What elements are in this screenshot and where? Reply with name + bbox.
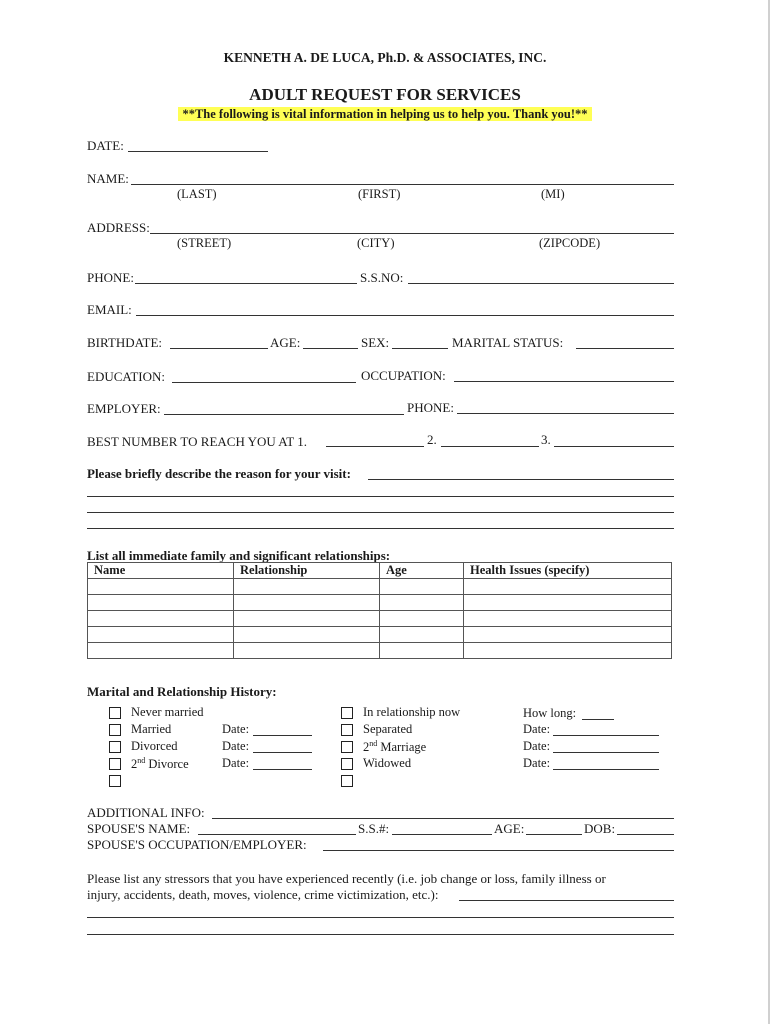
form-title: ADULT REQUEST FOR SERVICES xyxy=(249,85,521,104)
col-name: Name xyxy=(88,563,234,579)
best-number-2-field[interactable] xyxy=(441,446,539,447)
how-long-label: How long: xyxy=(523,706,577,720)
address-field[interactable] xyxy=(150,233,674,234)
married-date-label: Date: xyxy=(222,722,250,736)
second-divorce-checkbox[interactable] xyxy=(109,758,121,770)
date-label: DATE: xyxy=(87,138,124,153)
additional-info-label: ADDITIONAL INFO: xyxy=(87,805,205,820)
stressors-line-2[interactable] xyxy=(87,917,674,918)
reason-line-1[interactable] xyxy=(368,479,674,480)
stressors-text-line-2: injury, accidents, death, moves, violence, crime victimization, etc.): xyxy=(87,887,439,902)
other-left-checkbox[interactable] xyxy=(109,775,121,787)
phone-label: PHONE: xyxy=(87,270,134,285)
marital-heading: Marital and Relationship History: xyxy=(87,684,277,699)
age-label: AGE: xyxy=(270,335,301,350)
best-number-3-label: 3. xyxy=(541,432,551,447)
separated-date-field[interactable] xyxy=(553,735,659,736)
spouse-ss-label: S.S.#: xyxy=(358,821,390,836)
occupation-label: OCCUPATION: xyxy=(361,368,446,383)
name-field[interactable] xyxy=(131,184,674,185)
name-label: NAME: xyxy=(87,171,129,186)
marital-status-label: MARITAL STATUS: xyxy=(452,335,564,350)
never-married-label: Never married xyxy=(131,705,204,719)
in-relationship-checkbox[interactable] xyxy=(341,707,353,719)
second-marriage-date-label: Date: xyxy=(523,739,551,753)
table-row[interactable] xyxy=(88,611,672,627)
email-label: EMAIL: xyxy=(87,302,132,317)
reason-label: Please briefly describe the reason for your visit: xyxy=(87,466,351,481)
company-name: KENNETH A. DE LUCA, Ph.D. & ASSOCIATES, INC. xyxy=(223,50,547,65)
phone-field[interactable] xyxy=(135,283,357,284)
other-right-checkbox[interactable] xyxy=(341,775,353,787)
second-divorce-label: 2nd Divorce xyxy=(131,756,189,772)
spouse-name-label: SPOUSE'S NAME: xyxy=(87,821,191,836)
marital-status-field[interactable] xyxy=(576,348,674,349)
occupation-field[interactable] xyxy=(454,381,674,382)
married-checkbox[interactable] xyxy=(109,724,121,736)
addr-city-caption: (CITY) xyxy=(357,236,395,250)
name-mi-caption: (MI) xyxy=(541,187,565,201)
best-number-1-field[interactable] xyxy=(326,446,424,447)
best-number-2-label: 2. xyxy=(427,432,437,447)
never-married-checkbox[interactable] xyxy=(109,707,121,719)
spouse-name-field[interactable] xyxy=(198,834,356,835)
in-relationship-label: In relationship now xyxy=(363,705,461,719)
ssno-label: S.S.NO: xyxy=(360,270,404,285)
sex-label: SEX: xyxy=(361,335,390,350)
reason-line-3[interactable] xyxy=(87,512,674,513)
name-last-caption: (LAST) xyxy=(177,187,217,201)
spouse-dob-label: DOB: xyxy=(584,821,616,836)
stressors-text-line-1: Please list any stressors that you have experienced recently (i.e. job change or loss, family illness or xyxy=(87,871,606,886)
additional-info-field[interactable] xyxy=(212,818,674,819)
spouse-age-field[interactable] xyxy=(526,834,582,835)
divorced-label: Divorced xyxy=(131,739,178,753)
reason-line-2[interactable] xyxy=(87,496,674,497)
col-age: Age xyxy=(380,563,464,579)
col-health-issues: Health Issues (specify) xyxy=(464,563,672,579)
widowed-date-field[interactable] xyxy=(553,769,659,770)
second-divorce-date-label: Date: xyxy=(222,756,250,770)
spouse-dob-field[interactable] xyxy=(617,834,674,835)
divorced-date-field[interactable] xyxy=(253,752,312,753)
ssno-field[interactable] xyxy=(408,283,674,284)
table-row[interactable] xyxy=(88,627,672,643)
employer-field[interactable] xyxy=(164,414,404,415)
family-table xyxy=(87,562,672,659)
addr-zip-caption: (ZIPCODE) xyxy=(539,236,601,250)
best-number-3-field[interactable] xyxy=(554,446,674,447)
employer-phone-field[interactable] xyxy=(457,413,674,414)
col-relationship: Relationship xyxy=(234,563,380,579)
second-marriage-checkbox[interactable] xyxy=(341,741,353,753)
separated-label: Separated xyxy=(363,722,413,736)
spouse-ss-field[interactable] xyxy=(392,834,492,835)
date-field[interactable] xyxy=(128,151,268,152)
education-label: EDUCATION: xyxy=(87,369,165,384)
best-number-label: BEST NUMBER TO REACH YOU AT 1. xyxy=(87,434,307,449)
employer-phone-label: PHONE: xyxy=(407,400,454,415)
second-marriage-label: 2nd Marriage xyxy=(363,739,427,755)
reason-line-4[interactable] xyxy=(87,528,674,529)
divorced-date-label: Date: xyxy=(222,739,250,753)
widowed-label: Widowed xyxy=(363,756,412,770)
family-heading: List all immediate family and significant relationships: xyxy=(87,548,391,563)
how-long-field[interactable] xyxy=(582,719,614,720)
second-marriage-date-field[interactable] xyxy=(553,752,659,753)
stressors-line-1[interactable] xyxy=(459,900,674,901)
married-label: Married xyxy=(131,722,172,736)
separated-checkbox[interactable] xyxy=(341,724,353,736)
table-row[interactable] xyxy=(88,643,672,659)
widowed-date-label: Date: xyxy=(523,756,551,770)
addr-street-caption: (STREET) xyxy=(177,236,232,250)
separated-date-label: Date: xyxy=(523,722,551,736)
sex-field[interactable] xyxy=(392,348,448,349)
divorced-checkbox[interactable] xyxy=(109,741,121,753)
table-row[interactable] xyxy=(88,595,672,611)
stressors-line-3[interactable] xyxy=(87,934,674,935)
second-divorce-date-field[interactable] xyxy=(253,769,312,770)
married-date-field[interactable] xyxy=(253,735,312,736)
birthdate-label: BIRTHDATE: xyxy=(87,335,163,350)
employer-label: EMPLOYER: xyxy=(87,401,161,416)
spouse-age-label: AGE: xyxy=(494,821,525,836)
notice-banner xyxy=(0,106,770,122)
table-row[interactable] xyxy=(88,579,672,595)
widowed-checkbox[interactable] xyxy=(341,758,353,770)
name-first-caption: (FIRST) xyxy=(358,187,401,201)
notice-text: **The following is vital information in helping us to help you. Thank you!** xyxy=(178,107,591,121)
age-field[interactable] xyxy=(303,348,358,349)
spouse-occupation-field[interactable] xyxy=(323,850,674,851)
address-label: ADDRESS: xyxy=(87,220,150,235)
education-field[interactable] xyxy=(172,382,356,383)
birthdate-field[interactable] xyxy=(170,348,268,349)
table-header-row xyxy=(88,563,672,579)
email-field[interactable] xyxy=(136,315,674,316)
spouse-occupation-label: SPOUSE'S OCCUPATION/EMPLOYER: xyxy=(87,837,307,852)
